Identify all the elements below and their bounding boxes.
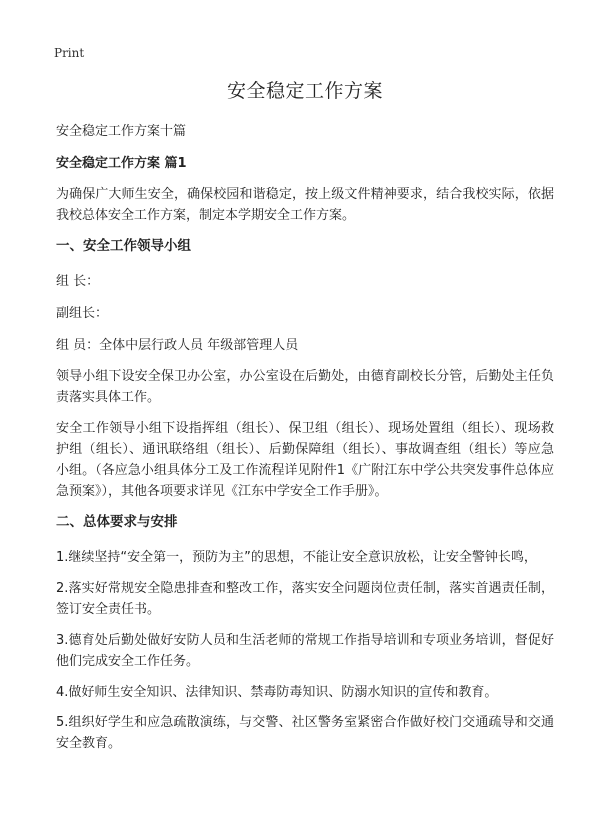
groups-paragraph: 安全工作领导小组下设指挥组（组长）、保卫组（组长）、现场处置组（组长）、现场救护组（组长）、通讯联络组（组长）、后勤保障组（组长）、事故调查组（组长）等应急小组。（各应急小组具体分工及工作流程详见附件1《广附江东中学公共突发事件总体应急预案》），其他各项要求详见《江东中学安全工作手册》。 [56, 421, 554, 499]
list-item: 3.德育处后勤处做好安防人员和生活老师的常规工作指导培训和专项业务培训，督促好他们完成安全工作任务。 [56, 633, 554, 669]
office-paragraph: 领导小组下设安全保卫办公室，办公室设在后勤处，由德育副校长分管，后勤处主任负责落实具体工作。 [56, 369, 554, 405]
leader-line: 组 长： [56, 274, 100, 289]
document-title: 安全稳定工作方案 [226, 80, 383, 102]
document-body [56, 78, 554, 764]
list-item: 1.继续坚持“安全第一，预防为主”的思想，不能让安全意识放松，让安全警钟长鸣， [56, 550, 537, 565]
vice-leader-line: 副组长： [56, 306, 109, 321]
section-heading-leadership: 一、安全工作领导小组 [56, 238, 191, 254]
list-item: 4.做好师生安全知识、法律知识、禁毒防毒知识、防溺水知识的宣传和教育。 [56, 685, 498, 700]
print-link[interactable]: Print [54, 46, 85, 60]
intro-paragraph: 为确保广大师生安全，确保校园和谐稳定，按上级文件精神要求，结合我校实际，依据我校总体安全工作方案，制定本学期安全工作方案。 [56, 187, 554, 223]
list-item: 5.组织好学生和应急疏散演练，与交警、社区警务室紧密合作做好校门交通疏导和交通安全教育。 [56, 715, 554, 751]
members-line: 组 员：全体中层行政人员 年级部管理人员 [56, 338, 299, 353]
section-heading-requirements: 二、总体要求与安排 [56, 514, 178, 530]
document-subtitle: 安全稳定工作方案十篇 [56, 124, 187, 139]
list-item: 2.落实好常规安全隐患排查和整改工作，落实安全问题岗位责任制，落实首遇责任制，签订安全责任书。 [56, 581, 554, 617]
part-heading: 安全稳定工作方案 篇1 [56, 156, 187, 171]
